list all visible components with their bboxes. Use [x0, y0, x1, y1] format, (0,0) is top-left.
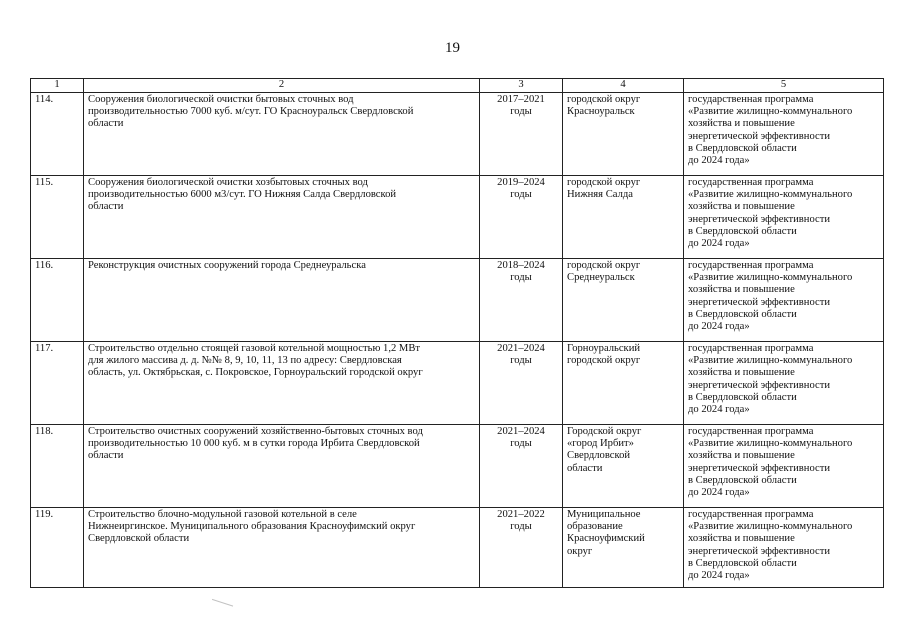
object-name-text: Сооружения биологической очистки хозбытовых сточных вод производительностью 6000 м3/сут. ГО Нижняя Салда Свердловской области [88, 177, 397, 213]
object-name [84, 93, 480, 176]
years-text: 2021–2022 годы [497, 509, 545, 533]
table-row [31, 508, 884, 588]
scan-artifact [209, 599, 233, 616]
object-name [84, 176, 480, 259]
program-text: государственная программа «Развитие жилищно-коммунального хозяйства и повышение энергетической эффективности в Свердловской области до 2024 года» [688, 177, 853, 250]
implementation-years [480, 259, 563, 342]
header-row [31, 79, 884, 93]
header-col-3: 3 [480, 79, 563, 93]
header-col-1: 1 [31, 79, 84, 93]
municipality-text: городской округ Среднеуральск [567, 260, 641, 284]
years-text: 2021–2024 годы [497, 343, 545, 367]
row-number: 119. [31, 508, 84, 588]
table-row [31, 342, 884, 425]
program-text: государственная программа «Развитие жилищно-коммунального хозяйства и повышение энергетической эффективности в Свердловской области до 2024 года» [688, 509, 853, 582]
program-text: государственная программа «Развитие жилищно-коммунального хозяйства и повышение энергетической эффективности в Свердловской области до 2024 года» [688, 94, 853, 167]
municipality [563, 176, 684, 259]
object-name [84, 259, 480, 342]
row-number: 116. [31, 259, 84, 342]
years-text: 2017–2021 годы [497, 94, 545, 118]
municipality-text: городской округ Нижняя Салда [567, 177, 641, 201]
table-row [31, 425, 884, 508]
object-name [84, 425, 480, 508]
state-program [684, 176, 884, 259]
implementation-years [480, 342, 563, 425]
years-text: 2018–2024 годы [497, 260, 545, 284]
years-text: 2021–2024 годы [497, 426, 545, 450]
table-row [31, 93, 884, 176]
municipality-text: Горноуральский городской округ [567, 343, 641, 367]
row-number: 118. [31, 425, 84, 508]
row-number: 114. [31, 93, 84, 176]
object-name [84, 508, 480, 588]
municipality [563, 508, 684, 588]
municipality [563, 259, 684, 342]
years-text: 2019–2024 годы [497, 177, 545, 201]
municipality [563, 93, 684, 176]
object-name-text: Строительство отдельно стоящей газовой котельной мощностью 1,2 МВт для жилого массива д. д. №№ 8, 9, 10, 11, 13 по адресу: Свердловская область, ул. Октябрьская, с. Покровское, Горноуральский городской округ [88, 343, 423, 379]
state-program [684, 425, 884, 508]
implementation-years [480, 93, 563, 176]
object-name-text: Реконструкция очистных сооружений города Среднеуральска [88, 260, 366, 271]
state-program [684, 508, 884, 588]
page-number: 19 [445, 40, 460, 56]
municipality [563, 342, 684, 425]
header-col-2: 2 [84, 79, 480, 93]
row-number: 115. [31, 176, 84, 259]
program-text: государственная программа «Развитие жилищно-коммунального хозяйства и повышение энергетической эффективности в Свердловской области до 2024 года» [688, 260, 853, 333]
object-name [84, 342, 480, 425]
state-program [684, 93, 884, 176]
row-number: 117. [31, 342, 84, 425]
municipality-text: городской округ Красноуральск [567, 94, 641, 118]
implementation-years [480, 176, 563, 259]
object-name-text: Строительство очистных сооружений хозяйственно-бытовых сточных вод производительностью 10 000 куб. м в сутки города Ирбита Свердловской области [88, 426, 423, 462]
implementation-years [480, 425, 563, 508]
municipality [563, 425, 684, 508]
object-name-text: Сооружения биологической очистки бытовых сточных вод производительностью 7000 куб. м/сут. ГО Красноуральск Свердловской области [88, 94, 414, 130]
program-text: государственная программа «Развитие жилищно-коммунального хозяйства и повышение энергетической эффективности в Свердловской области до 2024 года» [688, 426, 853, 499]
implementation-years [480, 508, 563, 588]
object-name-text: Строительство блочно-модульной газовой котельной в селе Нижнеиргинское. Муниципального образования Красноуфимский округ Свердловской области [88, 509, 416, 545]
header-col-5: 5 [684, 79, 884, 93]
municipality-text: Городской округ «город Ирбит» Свердловской области [567, 426, 642, 474]
projects-table [30, 78, 884, 588]
municipality-text: Муниципальное образование Красноуфимский округ [567, 509, 645, 557]
state-program [684, 259, 884, 342]
program-text: государственная программа «Развитие жилищно-коммунального хозяйства и повышение энергетической эффективности в Свердловской области до 2024 года» [688, 343, 853, 416]
table-row [31, 176, 884, 259]
header-col-4: 4 [563, 79, 684, 93]
state-program [684, 342, 884, 425]
table-row [31, 259, 884, 342]
